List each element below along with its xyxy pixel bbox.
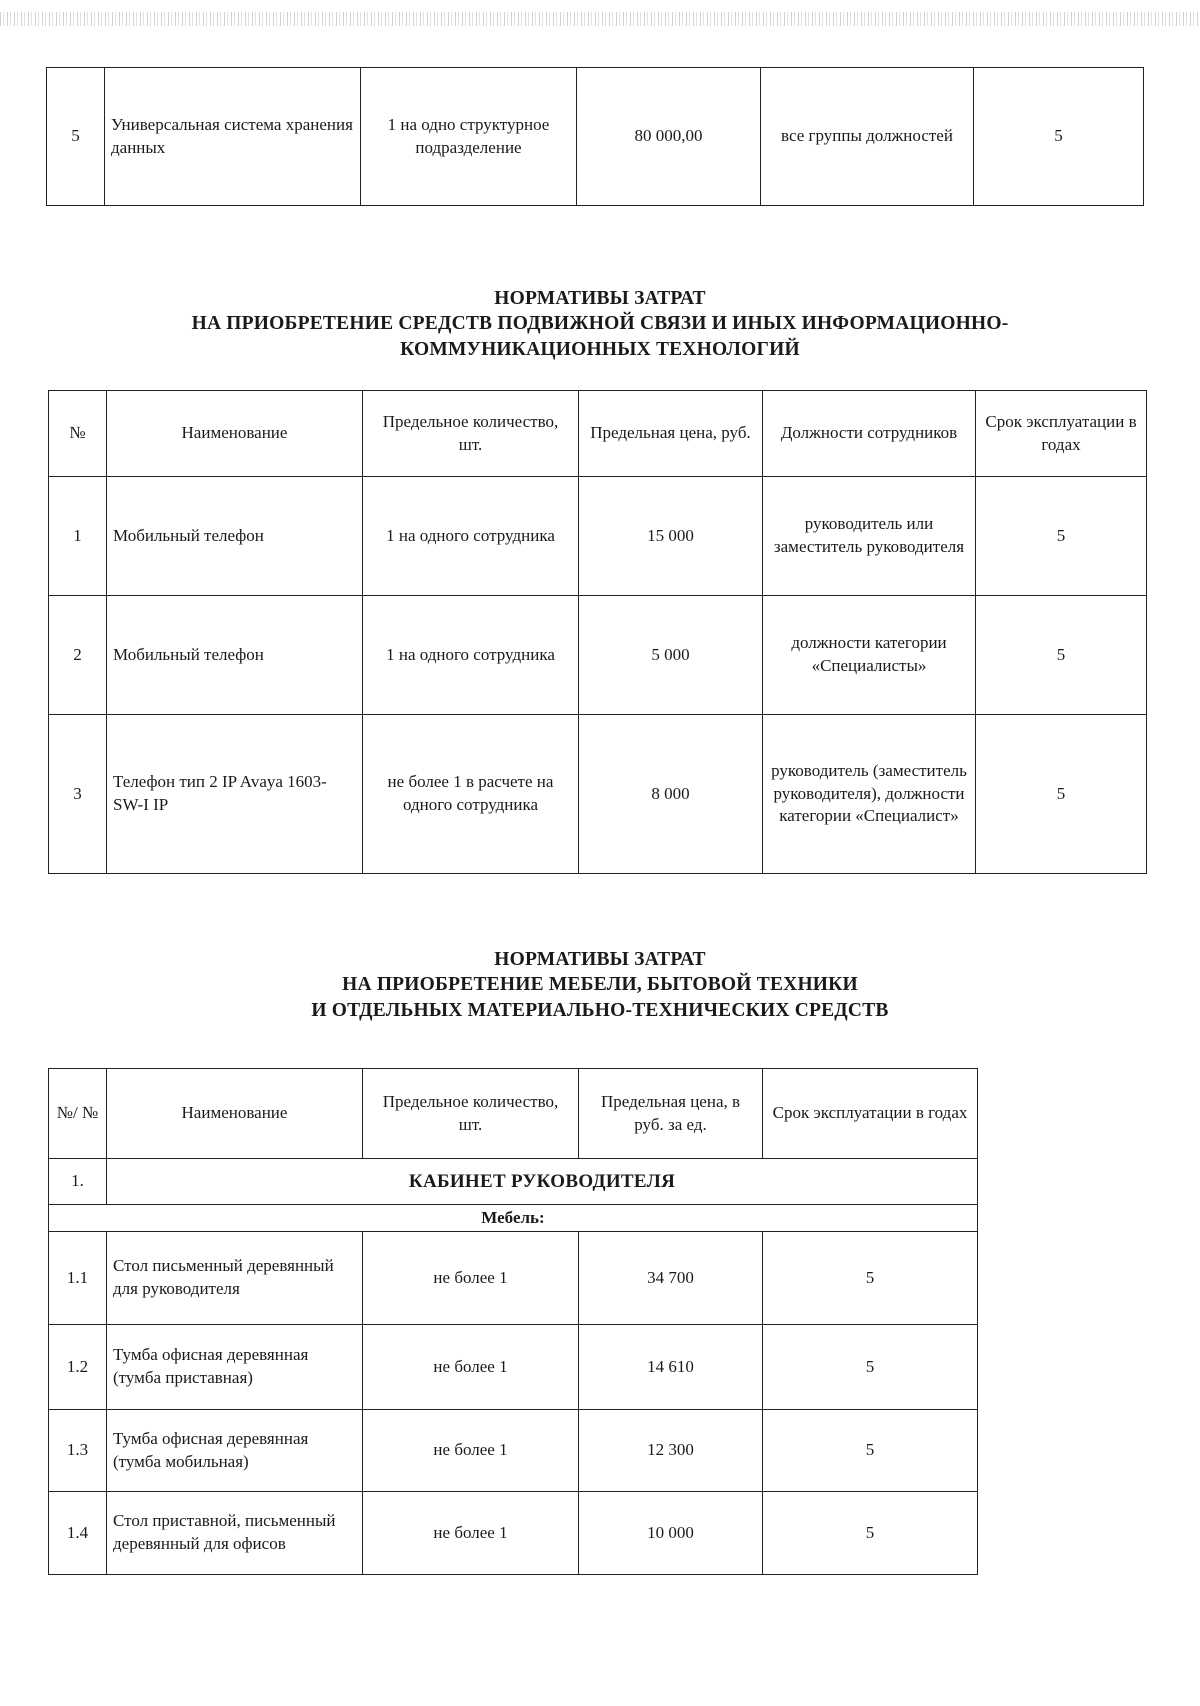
- item-name: Стол письменный деревянный для руководителя: [107, 1232, 363, 1325]
- table-row: [49, 477, 1147, 596]
- item-name: Универсальная система хранения данных: [105, 68, 361, 206]
- item-quantity: не более 1: [363, 1232, 579, 1325]
- item-name: Тумба офисная деревянная (тумба мобильная): [107, 1410, 363, 1492]
- subsection-label: Мебель:: [49, 1205, 978, 1232]
- item-price: 10 000: [579, 1492, 763, 1575]
- table-row: [49, 596, 1147, 715]
- item-term: 5: [763, 1232, 978, 1325]
- section-number: 1.: [49, 1159, 107, 1205]
- header-term: Срок эксплуатации в годах: [976, 391, 1147, 477]
- item-positions: должности категории «Специалисты»: [763, 596, 976, 715]
- table-row: [49, 1492, 978, 1575]
- header-number: №/ №: [49, 1069, 107, 1159]
- scan-artifact: [0, 12, 1200, 26]
- title-line: И ОТДЕЛЬНЫХ МАТЕРИАЛЬНО-ТЕХНИЧЕСКИХ СРЕДСТВ: [311, 999, 889, 1021]
- item-price: 80 000,00: [577, 68, 761, 206]
- item-quantity: не более 1: [363, 1410, 579, 1492]
- item-positions: руководитель (заместитель руководителя), должности категории «Специалист»: [763, 715, 976, 874]
- item-price: 5 000: [579, 596, 763, 715]
- table-row: [49, 1325, 978, 1410]
- header-name: Наименование: [107, 1069, 363, 1159]
- furniture-table: [48, 1068, 978, 1575]
- item-quantity: 1 на одного сотрудника: [363, 596, 579, 715]
- item-name: Стол приставной, письменный деревянный для офисов: [107, 1492, 363, 1575]
- title-line: НОРМАТИВЫ ЗАТРАТ: [494, 288, 706, 309]
- row-number: 3: [49, 715, 107, 874]
- section-label: КАБИНЕТ РУКОВОДИТЕЛЯ: [107, 1159, 978, 1205]
- row-number: 5: [47, 68, 105, 206]
- item-name: Мобильный телефон: [107, 477, 363, 596]
- item-term: 5: [976, 715, 1147, 874]
- row-number: 1.3: [49, 1410, 107, 1492]
- row-number: 1.2: [49, 1325, 107, 1410]
- item-term: 5: [763, 1325, 978, 1410]
- header-price: Предельная цена, руб.: [579, 391, 763, 477]
- table-row: [49, 1232, 978, 1325]
- item-price: 34 700: [579, 1232, 763, 1325]
- table-header-row: [49, 391, 1147, 477]
- item-term: 5: [974, 68, 1144, 206]
- item-positions: руководитель или заместитель руководителя: [763, 477, 976, 596]
- item-price: 8 000: [579, 715, 763, 874]
- item-term: 5: [763, 1492, 978, 1575]
- section-title-comm: [0, 286, 1200, 362]
- header-price: Предельная цена, в руб. за ед.: [579, 1069, 763, 1159]
- item-name: Тумба офисная деревянная (тумба приставная): [107, 1325, 363, 1410]
- comm-table: [48, 390, 1147, 874]
- item-quantity: 1 на одно структурное подразделение: [361, 68, 577, 206]
- item-positions: все группы должностей: [761, 68, 974, 206]
- storage-table: [46, 67, 1144, 206]
- item-quantity: не более 1 в расчете на одного сотрудника: [363, 715, 579, 874]
- section-row: [49, 1159, 978, 1205]
- item-price: 12 300: [579, 1410, 763, 1492]
- header-quantity: Предельное количество, шт.: [363, 1069, 579, 1159]
- row-number: 1: [49, 477, 107, 596]
- table-row: [49, 715, 1147, 874]
- table-row: [49, 1410, 978, 1492]
- header-number: №: [49, 391, 107, 477]
- header-positions: Должности сотрудников: [763, 391, 976, 477]
- title-line: НОРМАТИВЫ ЗАТРАТ: [494, 949, 706, 970]
- title-line: НА ПРИОБРЕТЕНИЕ МЕБЕЛИ, БЫТОВОЙ ТЕХНИКИ: [342, 974, 858, 996]
- item-term: 5: [763, 1410, 978, 1492]
- item-quantity: не более 1: [363, 1325, 579, 1410]
- item-term: 5: [976, 477, 1147, 596]
- title-line: КОММУНИКАЦИОННЫХ ТЕХНОЛОГИЙ: [400, 338, 800, 360]
- table-row: [47, 68, 1144, 206]
- item-price: 15 000: [579, 477, 763, 596]
- title-line: НА ПРИОБРЕТЕНИЕ СРЕДСТВ ПОДВИЖНОЙ СВЯЗИ И ИНЫХ ИНФОРМАЦИОННО-: [191, 313, 1009, 335]
- header-quantity: Предельное количество, шт.: [363, 391, 579, 477]
- table-header-row: [49, 1069, 978, 1159]
- header-name: Наименование: [107, 391, 363, 477]
- row-number: 1.1: [49, 1232, 107, 1325]
- item-name: Мобильный телефон: [107, 596, 363, 715]
- header-term: Срок эксплуатации в годах: [763, 1069, 978, 1159]
- item-name: Телефон тип 2 IP Avaya 1603-SW-I IP: [107, 715, 363, 874]
- item-price: 14 610: [579, 1325, 763, 1410]
- section-title-furniture: [0, 947, 1200, 1023]
- item-term: 5: [976, 596, 1147, 715]
- row-number: 2: [49, 596, 107, 715]
- subsection-row: [49, 1205, 978, 1232]
- item-quantity: 1 на одного сотрудника: [363, 477, 579, 596]
- row-number: 1.4: [49, 1492, 107, 1575]
- item-quantity: не более 1: [363, 1492, 579, 1575]
